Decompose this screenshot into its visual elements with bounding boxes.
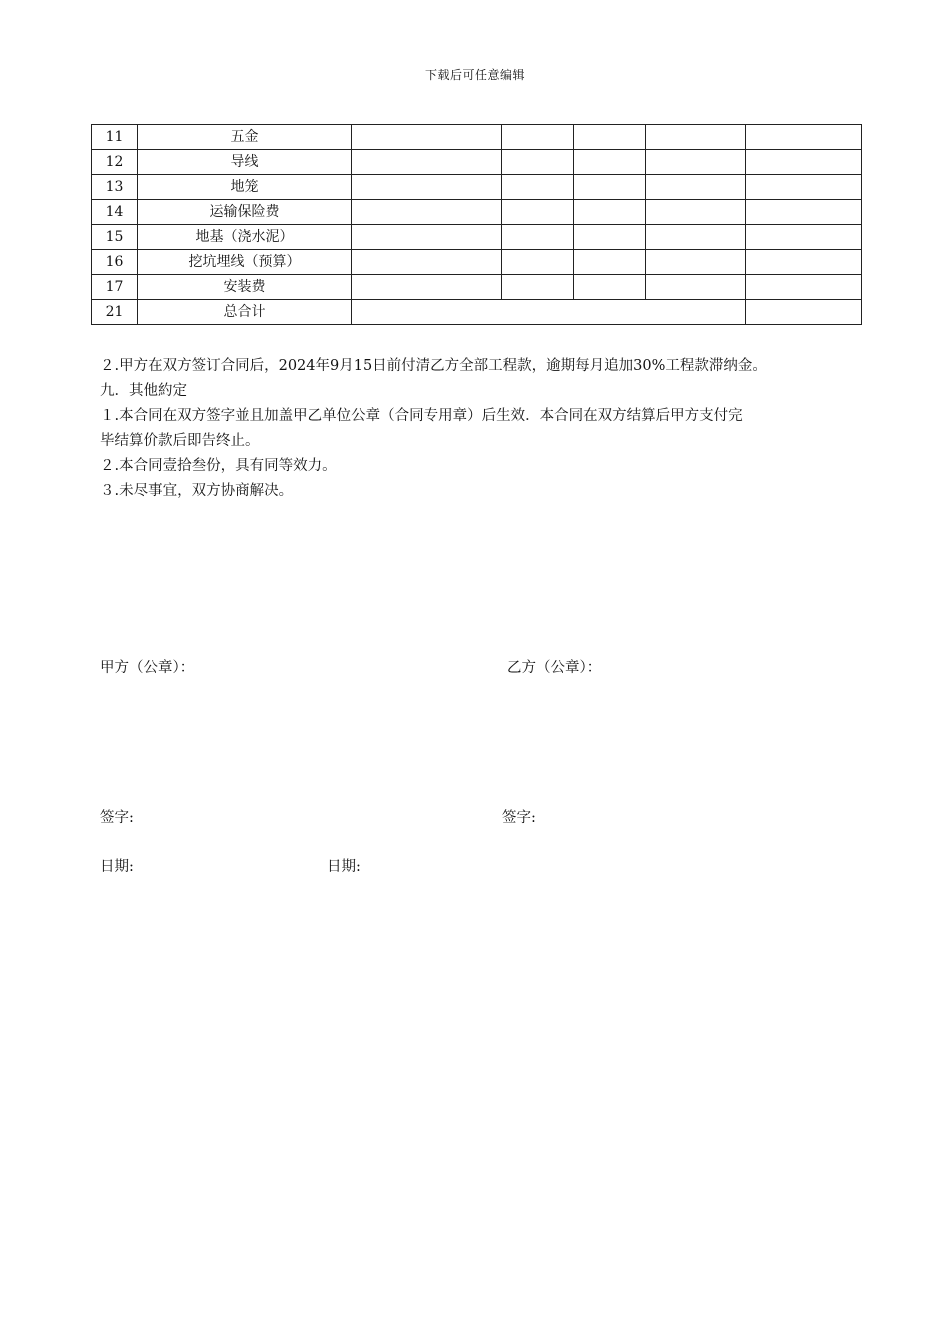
- empty-cell: [746, 175, 862, 200]
- empty-cell: [646, 125, 746, 150]
- empty-cell: [502, 250, 574, 275]
- table-row: [92, 250, 862, 275]
- empty-cell: [574, 150, 646, 175]
- empty-cell: [574, 275, 646, 300]
- empty-cell: [646, 175, 746, 200]
- empty-cell: [646, 200, 746, 225]
- empty-cell: [574, 125, 646, 150]
- empty-cell: [646, 150, 746, 175]
- empty-cell: [574, 200, 646, 225]
- empty-cell: [502, 150, 574, 175]
- empty-cell: [746, 200, 862, 225]
- empty-cell: [352, 225, 502, 250]
- empty-cell: [746, 250, 862, 275]
- empty-cell: [646, 250, 746, 275]
- empty-cell: [502, 175, 574, 200]
- empty-cell: [646, 275, 746, 300]
- empty-cell: [746, 150, 862, 175]
- cost-table: [91, 124, 862, 325]
- empty-cell: [352, 200, 502, 225]
- empty-cell: [352, 250, 502, 275]
- item-name: 五金: [138, 125, 352, 150]
- empty-cell: [746, 225, 862, 250]
- table-row: [92, 200, 862, 225]
- clause-1-line-1: １.本合同在双方签字並且加盖甲乙单位公章（合同专用章）后生效．本合同在双方结算后甲方支付完: [100, 408, 743, 424]
- empty-cell: [574, 225, 646, 250]
- header-note: 下载后可任意编辑: [424, 68, 525, 82]
- empty-cell: [502, 200, 574, 225]
- table-row: [92, 125, 862, 150]
- empty-cell: [352, 275, 502, 300]
- empty-cell: [352, 125, 502, 150]
- party-b-seal-label: 乙方（公章）：: [507, 660, 602, 676]
- row-number: 14: [92, 200, 138, 225]
- total-row: [92, 300, 862, 325]
- payment-clause: ２.甲方在双方签订合同后，2024年9月15日前付清乙方全部工程款，逾期每月追加30%工程款滞纳金。: [100, 358, 767, 374]
- item-name: 运输保险费: [138, 200, 352, 225]
- empty-cell: [746, 125, 862, 150]
- clause-1-line-2: 毕结算价款后即告终止。: [100, 433, 260, 449]
- row-number: 13: [92, 175, 138, 200]
- party-b-signature-label: 签字:: [502, 810, 536, 826]
- section-heading: 九．其他約定: [100, 383, 187, 399]
- table-row: [92, 175, 862, 200]
- row-number: 17: [92, 275, 138, 300]
- empty-cell: [502, 125, 574, 150]
- party-a-signature-label: 签字:: [100, 810, 134, 826]
- party-a-seal-label: 甲方（公章）：: [100, 660, 195, 676]
- row-number: 15: [92, 225, 138, 250]
- empty-cell: [746, 275, 862, 300]
- table-row: [92, 275, 862, 300]
- empty-cell: [646, 225, 746, 250]
- party-b-date-label: 日期:: [327, 859, 361, 875]
- item-name: 挖坑埋线（预算）: [138, 250, 352, 275]
- table-row: [92, 225, 862, 250]
- item-name: 地笼: [138, 175, 352, 200]
- row-number: 12: [92, 150, 138, 175]
- item-name: 安装费: [138, 275, 352, 300]
- item-name: 总合计: [138, 300, 352, 325]
- row-number: 21: [92, 300, 138, 325]
- clause-2: ２.本合同壹拾叁份，具有同等效力。: [100, 458, 337, 474]
- total-amount-cell: [352, 300, 746, 325]
- table-row: [92, 150, 862, 175]
- empty-cell: [352, 150, 502, 175]
- empty-cell: [352, 175, 502, 200]
- item-name: 导线: [138, 150, 352, 175]
- row-number: 16: [92, 250, 138, 275]
- empty-cell: [746, 300, 862, 325]
- party-a-date-label: 日期:: [100, 859, 134, 875]
- empty-cell: [574, 250, 646, 275]
- empty-cell: [574, 175, 646, 200]
- item-name: 地基（浇水泥）: [138, 225, 352, 250]
- empty-cell: [502, 225, 574, 250]
- empty-cell: [502, 275, 574, 300]
- row-number: 11: [92, 125, 138, 150]
- clause-3: ３.未尽事宜，双方协商解决。: [100, 483, 294, 499]
